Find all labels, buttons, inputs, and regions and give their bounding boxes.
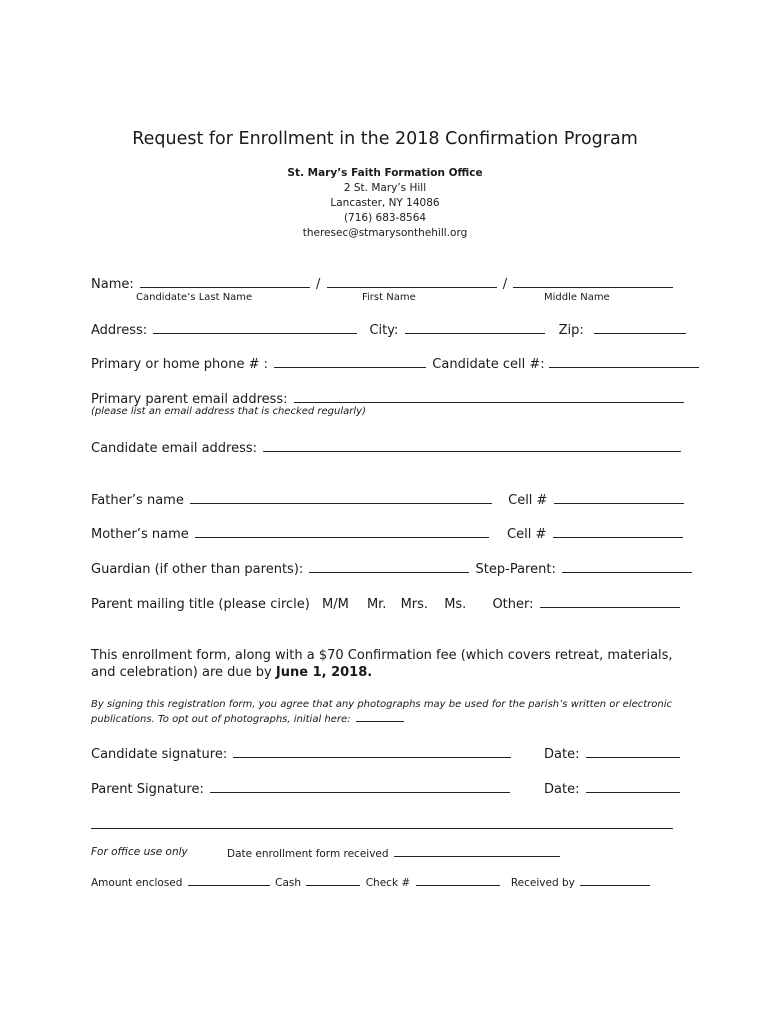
candidate-cell-label: Candidate cell #:: [432, 357, 545, 372]
father-name-field[interactable]: [190, 491, 492, 504]
last-name-caption: Candidate’s Last Name: [136, 292, 253, 303]
other-title-field[interactable]: [540, 595, 680, 608]
mother-name-label: Mother’s name: [91, 527, 189, 542]
city-field[interactable]: [405, 321, 545, 334]
parent-email-label: Primary parent email address:: [91, 392, 288, 407]
due-date: June 1, 2018.: [275, 665, 373, 680]
amount-label: Amount enclosed: [91, 877, 183, 889]
mother-cell-field[interactable]: [553, 525, 683, 538]
parent-email-note: (please list an email address that is checked regularly): [91, 406, 366, 417]
address-row: [91, 321, 688, 338]
candidate-cell-field[interactable]: [549, 355, 699, 368]
city-label: City:: [369, 323, 399, 338]
other-title-label: Other:: [492, 597, 534, 612]
step-parent-label: Step-Parent:: [475, 562, 556, 577]
guardian-field[interactable]: [309, 560, 469, 573]
date-received-field[interactable]: [394, 846, 560, 857]
parent-signature-field[interactable]: [210, 780, 510, 793]
primary-phone-label: Primary or home phone # :: [91, 357, 269, 372]
photo-opt-out-initial-field[interactable]: [356, 712, 404, 722]
candidate-date-label: Date:: [544, 747, 580, 762]
name-label: Name:: [91, 277, 134, 292]
name-row: [91, 275, 675, 292]
title-option-ms[interactable]: Ms.: [444, 597, 467, 612]
office-phone: (716) 683-8564: [343, 212, 427, 224]
cash-field[interactable]: [306, 875, 360, 886]
guardian-row: [91, 560, 694, 577]
office-street: 2 St. Mary’s Hill: [343, 182, 427, 194]
candidate-email-field[interactable]: [263, 439, 681, 452]
fee-paragraph: [91, 647, 691, 681]
mailing-title-row: [91, 595, 682, 612]
middle-name-caption: Middle Name: [544, 292, 610, 303]
father-cell-field[interactable]: [554, 491, 684, 504]
candidate-signature-field[interactable]: [233, 745, 511, 758]
received-by-field[interactable]: [580, 875, 650, 886]
check-label: Check #: [365, 877, 411, 889]
fee-text: This enrollment form, along with a $70 Confirmation fee (which covers retreat, materials, and celebration) are due by: [91, 648, 673, 680]
amount-field[interactable]: [188, 875, 270, 886]
step-parent-field[interactable]: [562, 560, 692, 573]
parent-date-field[interactable]: [586, 780, 680, 793]
consent-text: By signing this registration form, you agree that any photographs may be used for the parish’s written or electronic publications. To opt out of photographs, initial here:: [91, 699, 673, 725]
form-title: Request for Enrollment in the 2018 Confirmation Program: [132, 129, 638, 149]
father-row: [91, 491, 686, 508]
mother-name-field[interactable]: [195, 525, 489, 538]
first-name-caption: First Name: [362, 292, 416, 303]
office-use-label: For office use only: [91, 846, 188, 858]
photo-consent: [91, 698, 691, 727]
parent-email-field[interactable]: [294, 390, 684, 403]
date-received-label: Date enrollment form received: [227, 848, 389, 860]
mailing-title-label: Parent mailing title (please circle): [91, 597, 310, 612]
mother-cell-label: Cell #: [507, 527, 547, 542]
zip-field[interactable]: [594, 321, 686, 334]
guardian-label: Guardian (if other than parents):: [91, 562, 304, 577]
father-name-label: Father’s name: [91, 493, 184, 508]
received-by-label: Received by: [510, 877, 575, 889]
zip-label: Zip:: [558, 323, 584, 338]
payment-row: [91, 875, 652, 889]
name-separator: /: [502, 277, 508, 292]
candidate-signature-label: Candidate signature:: [91, 747, 228, 762]
first-name-field[interactable]: [327, 275, 497, 288]
parent-signature-label: Parent Signature:: [91, 782, 204, 797]
title-option-mr[interactable]: Mr.: [366, 597, 387, 612]
last-name-field[interactable]: [140, 275, 310, 288]
parent-date-row: [544, 780, 682, 797]
candidate-email-row: [91, 439, 683, 456]
candidate-email-label: Candidate email address:: [91, 441, 258, 456]
candidate-date-row: [544, 745, 682, 762]
primary-phone-field[interactable]: [274, 355, 426, 368]
parent-signature-row: [91, 780, 512, 797]
cash-label: Cash: [275, 877, 302, 889]
date-received-row: [227, 846, 562, 860]
office-divider: [91, 828, 673, 829]
candidate-signature-row: [91, 745, 513, 762]
parent-date-label: Date:: [544, 782, 580, 797]
parent-email-row: [91, 390, 686, 407]
middle-name-field[interactable]: [513, 275, 673, 288]
title-option-mm[interactable]: M/M: [321, 597, 349, 612]
check-number-field[interactable]: [416, 875, 500, 886]
phone-row: [91, 355, 701, 372]
candidate-date-field[interactable]: [586, 745, 680, 758]
name-separator: /: [316, 277, 321, 292]
address-label: Address:: [91, 323, 148, 338]
father-cell-label: Cell #: [508, 493, 548, 508]
office-email: theresec@stmarysonthehill.org: [302, 227, 468, 239]
office-city: Lancaster, NY 14086: [330, 197, 440, 209]
title-option-mrs[interactable]: Mrs.: [400, 597, 429, 612]
address-field[interactable]: [153, 321, 357, 334]
mother-row: [91, 525, 685, 542]
office-name: St. Mary’s Faith Formation Office: [287, 167, 483, 179]
